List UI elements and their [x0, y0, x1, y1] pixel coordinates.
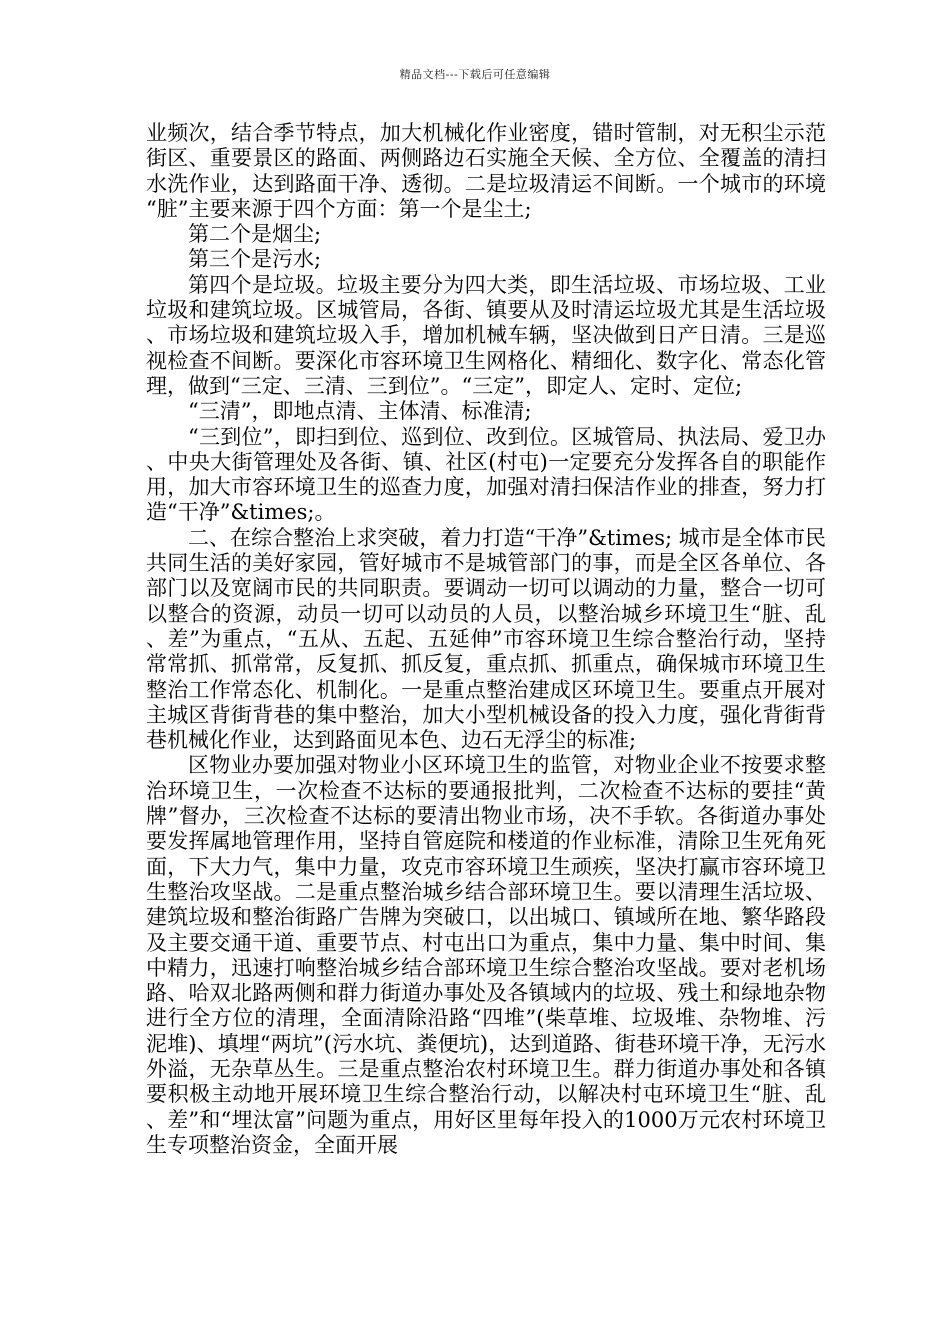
page-header: 精品文档---下载后可任意编辑	[399, 68, 551, 81]
document-body	[146, 121, 826, 1158]
paragraph: “三清”，即地点清、主体清、标准清;	[188, 399, 532, 424]
paragraph: 二、在综合整治上求突破，着力打造“干净”&times; 城市是全体市民共同生活的美好家园，管好城市不是城管部门的事，而是全区各单位、各部门以及宽阔市民的共同职责。要调动一切可以调动的力量，整合一切可以整合的资源，动员一切可以动员的人员，以整治城乡环境卫生“脏、乱、差”为重点，“五从、五起、五延伸”市容环境卫生综合整治行动，坚持常常抓、抓常常，反复抓、抓反复，重点抓、抓重点，确保城市环境卫生整治工作常态化、机制化。一是重点整治建成区环境卫生。要重点开展对主城区背街背巷的集中整治，加大小型机械设备的投入力度，强化背街背巷机械化作业，达到路面见本色、边石无浮尘的标准;	[146, 525, 826, 753]
paragraph: 第三个是污水;	[188, 247, 322, 272]
paragraph: 业频次，结合季节特点，加大机械化作业密度，错时管制，对无积尘示范街区、重要景区的路面、两侧路边石实施全天候、全方位、全覆盖的清扫水洗作业，达到路面干净、透彻。二是垃圾清运不间断。一个城市的环境“脏”主要来源于四个方面：第一个是尘土;	[146, 121, 826, 221]
paragraph: “三到位”，即扫到位、巡到位、改到位。区城管局、执法局、爱卫办、中央大街管理处及各街、镇、社区(村屯)一定要充分发挥各自的职能作用，加大市容环境卫生的巡查力度，加强对清扫保洁作业的排查，努力打造“干净”&times;。	[146, 424, 826, 525]
paragraph: 区物业办要加强对物业小区环境卫生的监管，对物业企业不按要求整治环境卫生，一次检查不达标的要通报批判，二次检查不达标的要挂“黄牌”督办，三次检查不达标的要清出物业市场，决不手软。各街道办事处要发挥属地管理作用，坚持自管庭院和楼道的作业标准，清除卫生死角死面，下大力气，集中力量，攻克市容环境卫生顽疾，坚决打赢市容环境卫生整治攻坚战。二是重点整治城乡结合部环境卫生。要以清理生活垃圾、建筑垃圾和整治街路广告牌为突破口，以出城口、镇域所在地、繁华路段及主要交通干道、重要节点、村屯出口为重点，集中力量、集中时间、集中精力，迅速打响整治城乡结合部环境卫生综合整治攻坚战。要对老机场路、哈双北路两侧和群力街道办事处及各镇域内的垃圾、残土和绿地杂物进行全方位的清理，全面清除沿路“四堆”(柴草堆、垃圾堆、杂物堆、污泥堆)、填埋“两坑”(污水坑、粪便坑)，达到道路、街巷环境干净，无污水外溢，无杂草丛生。三是重点整治农村环境卫生。群力街道办事处和各镇要积极主动地开展环境卫生综合整治行动，以解决村屯环境卫生“脏、乱、差”和“埋汰富”问题为重点，用好区里每年投入的1000万元农村环境卫生专项整治资金，全面开展	[146, 753, 826, 1157]
paragraph: 第四个是垃圾。垃圾主要分为四大类，即生活垃圾、市场垃圾、工业垃圾和建筑垃圾。区城管局，各街、镇要从及时清运垃圾尤其是生活垃圾、市场垃圾和建筑垃圾入手，增加机械车辆，坚决做到日产日清。三是巡视检查不间断。要深化市容环境卫生网格化、精细化、数字化、常态化管理，做到“三定、三清、三到位”。“三定”，即定人、定时、定位;	[146, 272, 826, 398]
paragraph: 第二个是烟尘;	[188, 222, 322, 247]
